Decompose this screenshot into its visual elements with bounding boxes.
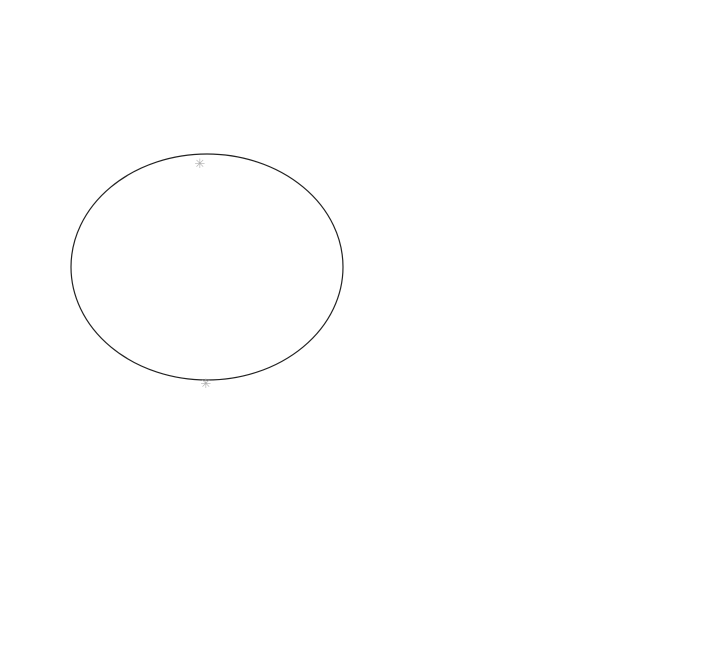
top-pole-icon: ✳ <box>194 157 206 172</box>
bottom-pole-icon: ✳ <box>200 377 212 392</box>
cell-outline <box>71 154 343 380</box>
